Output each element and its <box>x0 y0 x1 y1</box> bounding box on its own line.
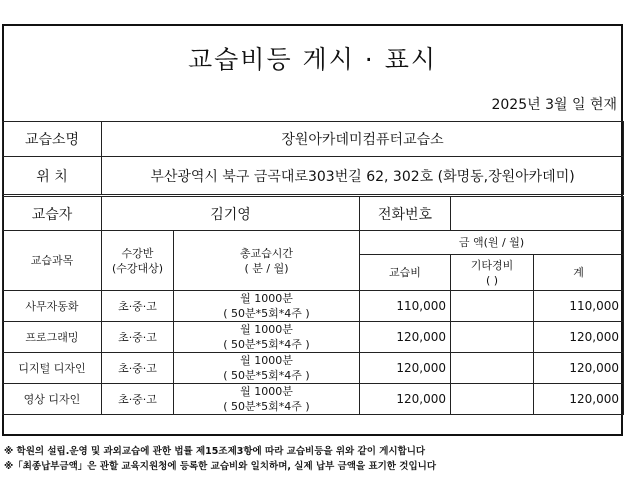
academy-name-value: 장원아카데미컴퓨터교습소 <box>102 122 624 157</box>
course-cell: 프로그래밍 <box>3 322 102 353</box>
target-cell: 초·중·고 <box>102 384 174 415</box>
table-row <box>3 353 624 384</box>
time-cell-line2: ( 50분*5회*4주 ) <box>223 338 310 351</box>
other-cell <box>451 384 534 415</box>
other-cell <box>451 353 534 384</box>
target-cell: 초·중·고 <box>102 291 174 322</box>
class-header <box>102 231 174 291</box>
time-cell <box>174 322 360 353</box>
time-cell-line1: 월 1000분 <box>240 292 293 305</box>
time-cell-line1: 월 1000분 <box>240 385 293 398</box>
location-label: 위 치 <box>3 157 102 196</box>
class-header-line2: (수강대상) <box>111 261 164 275</box>
time-cell-line1: 월 1000분 <box>240 354 293 367</box>
teacher-label: 교습자 <box>3 196 102 231</box>
other-header <box>451 255 534 291</box>
time-cell-line2: ( 50분*5회*4주 ) <box>223 400 310 413</box>
footnote-2: ※「최종납부금액」은 관할 교육지원청에 등록한 교습비와 일치하며, 실제 납부 금액을 표기한 것입니다 <box>4 461 436 472</box>
course-cell: 영상 디자인 <box>3 384 102 415</box>
tuition-cell: 110,000 <box>360 291 451 322</box>
phone-label: 전화번호 <box>360 196 451 231</box>
table-row <box>3 384 624 415</box>
time-cell <box>174 291 360 322</box>
other-header-line1: 기타경비 <box>470 258 514 272</box>
other-cell <box>451 322 534 353</box>
time-cell-line2: ( 50분*5회*4주 ) <box>223 369 310 382</box>
table-row <box>3 291 624 322</box>
page-title: 교습비등 게시 · 표시 <box>188 45 437 74</box>
total-cell: 120,000 <box>534 353 624 384</box>
time-cell <box>174 353 360 384</box>
total-cell: 120,000 <box>534 322 624 353</box>
time-header-line1: 총교습시간 <box>239 246 294 260</box>
tuition-cell: 120,000 <box>360 322 451 353</box>
teacher-value: 김기영 <box>102 196 360 231</box>
time-cell-line2: ( 50분*5회*4주 ) <box>223 307 310 320</box>
tuition-header: 교습비 <box>360 255 451 291</box>
time-header-line2: ( 분 / 월) <box>244 261 289 275</box>
time-header <box>174 231 360 291</box>
other-cell <box>451 291 534 322</box>
footnotes <box>4 444 436 474</box>
target-cell: 초·중·고 <box>102 322 174 353</box>
table-row <box>3 322 624 353</box>
tuition-table <box>2 121 624 415</box>
other-header-line2: ( ) <box>485 273 499 287</box>
tuition-cell: 120,000 <box>360 384 451 415</box>
course-cell: 사무자동화 <box>3 291 102 322</box>
total-cell: 110,000 <box>534 291 624 322</box>
phone-value <box>451 196 624 231</box>
footnote-1: ※ 학원의 설립.운영 및 과외교습에 관한 법률 제15조제3항에 따라 교습비등을 위와 같이 게시합니다 <box>4 446 426 457</box>
total-header: 계 <box>534 255 624 291</box>
time-cell <box>174 384 360 415</box>
academy-name-label: 교습소명 <box>3 122 102 157</box>
course-header: 교습과목 <box>3 231 102 291</box>
total-cell: 120,000 <box>534 384 624 415</box>
amount-header: 금 액(원 / 월) <box>360 231 624 255</box>
tuition-cell: 120,000 <box>360 353 451 384</box>
location-value: 부산광역시 북구 금곡대로303번길 62, 302호 (화명동,장원아카데미) <box>102 157 624 196</box>
class-header-line1: 수강반 <box>121 246 154 260</box>
time-cell-line1: 월 1000분 <box>240 323 293 336</box>
target-cell: 초·중·고 <box>102 353 174 384</box>
current-date: 2025년 3월 일 현재 <box>491 97 617 113</box>
course-cell: 디지털 디자인 <box>3 353 102 384</box>
